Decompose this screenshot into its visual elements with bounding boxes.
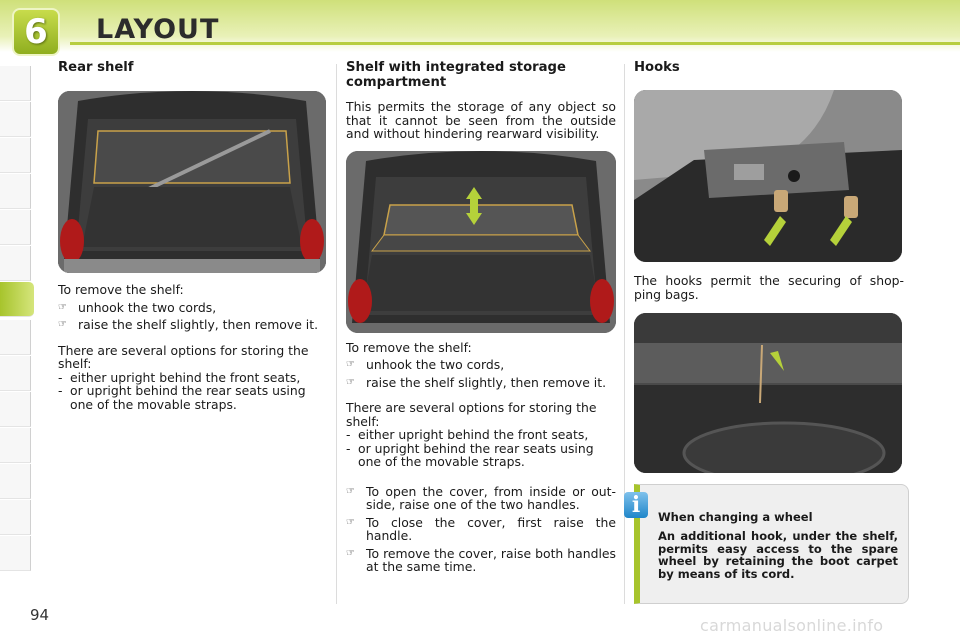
rear-shelf-column	[58, 60, 326, 411]
hooks-photo	[634, 90, 902, 262]
side-tab-3[interactable]	[0, 138, 31, 173]
side-tab-9[interactable]	[0, 392, 31, 427]
cover-open-step: ☞ To open the cover, from inside or out-side, raise one of the two handles.	[346, 483, 616, 512]
side-tab-7[interactable]	[0, 320, 31, 355]
shelf-storage-photo	[346, 151, 616, 333]
info-box-title: When changing a wheel	[658, 510, 813, 524]
side-tab-12[interactable]	[0, 500, 31, 535]
shelf-storage-remove-step-1: ☞ unhook the two cords,	[346, 357, 505, 372]
shelf-storage-storing-option-1: - either upright behind the front seats,	[346, 427, 589, 442]
side-tab-8[interactable]	[0, 356, 31, 391]
side-tab-1[interactable]	[0, 66, 31, 101]
side-tab-5b[interactable]	[0, 246, 31, 281]
rear-shelf-remove-step-1: ☞ unhook the two cords,	[58, 299, 217, 315]
shelf-storage-column	[346, 60, 616, 574]
info-box-text: An additional hook, under the shelf, permits easy access to the spare wheel by retaining the boot carpet by means of its cord.	[658, 529, 898, 581]
side-tab-10[interactable]	[0, 428, 31, 463]
hooks-text: The hooks permit the securing of shop-ping bags.	[634, 273, 904, 302]
chapter-title: LAYOUT	[96, 14, 220, 45]
pointing-hand-icon: ☞	[58, 319, 67, 330]
chapter-side-tabs	[0, 66, 32, 578]
pointing-hand-icon: ☞	[346, 516, 355, 528]
shelf-storage-heading: Shelf with integrated storage compartment	[346, 60, 566, 90]
pointing-hand-icon: ☞	[346, 359, 355, 370]
column-divider-1	[336, 64, 337, 604]
side-tab-6-active[interactable]	[0, 282, 34, 317]
page-number: 94	[30, 606, 50, 624]
info-icon: i	[624, 492, 648, 518]
spare-wheel-hook-photo	[634, 313, 902, 473]
shelf-storage-storing-intro: There are several options for storing the shelf:	[346, 400, 597, 429]
side-tab-5[interactable]	[0, 210, 31, 245]
watermark: carmanualsonline.info	[700, 616, 884, 635]
shelf-storage-intro: This permits the storage of any object so that it cannot be seen from the outside and without hindering rearward visibility.	[346, 99, 616, 141]
column-divider-2	[624, 64, 625, 604]
rear-shelf-storing-option-2: - or upright behind the rear seats using one of the movable straps.	[58, 383, 306, 412]
pointing-hand-icon: ☞	[58, 301, 67, 313]
rear-shelf-remove-intro: To remove the shelf:	[58, 282, 184, 297]
hooks-column	[634, 60, 904, 473]
cover-close-step: ☞ To close the cover, first raise the handle.	[346, 514, 616, 543]
rear-shelf-storing-intro: There are several options for storing the shelf:	[58, 342, 309, 371]
side-tab-4[interactable]	[0, 174, 31, 209]
pointing-hand-icon: ☞	[346, 547, 355, 559]
pointing-hand-icon: ☞	[346, 485, 355, 497]
cover-remove-step: ☞ To remove the cover, raise both handles at the same time.	[346, 545, 616, 574]
shelf-storage-remove-intro: To remove the shelf:	[346, 339, 472, 355]
rear-shelf-photo	[58, 91, 326, 273]
side-tab-11[interactable]	[0, 464, 31, 499]
hooks-heading: Hooks	[634, 60, 680, 75]
rear-shelf-storing-option-1: - either upright behind the front seats,	[58, 369, 301, 385]
shelf-storage-remove-step-2: ☞ raise the shelf slightly, then remove it.	[346, 374, 607, 390]
rear-shelf-heading: Rear shelf	[58, 60, 134, 75]
shelf-storage-storing-option-2: - or upright behind the rear seats using one of the movable straps.	[346, 440, 594, 469]
rear-shelf-remove-step-2: ☞ raise the shelf slightly, then remove it.	[58, 317, 319, 332]
chapter-badge: 6	[14, 10, 58, 54]
side-tab-13[interactable]	[0, 536, 31, 571]
pointing-hand-icon: ☞	[346, 376, 355, 388]
side-tab-2[interactable]	[0, 102, 31, 137]
